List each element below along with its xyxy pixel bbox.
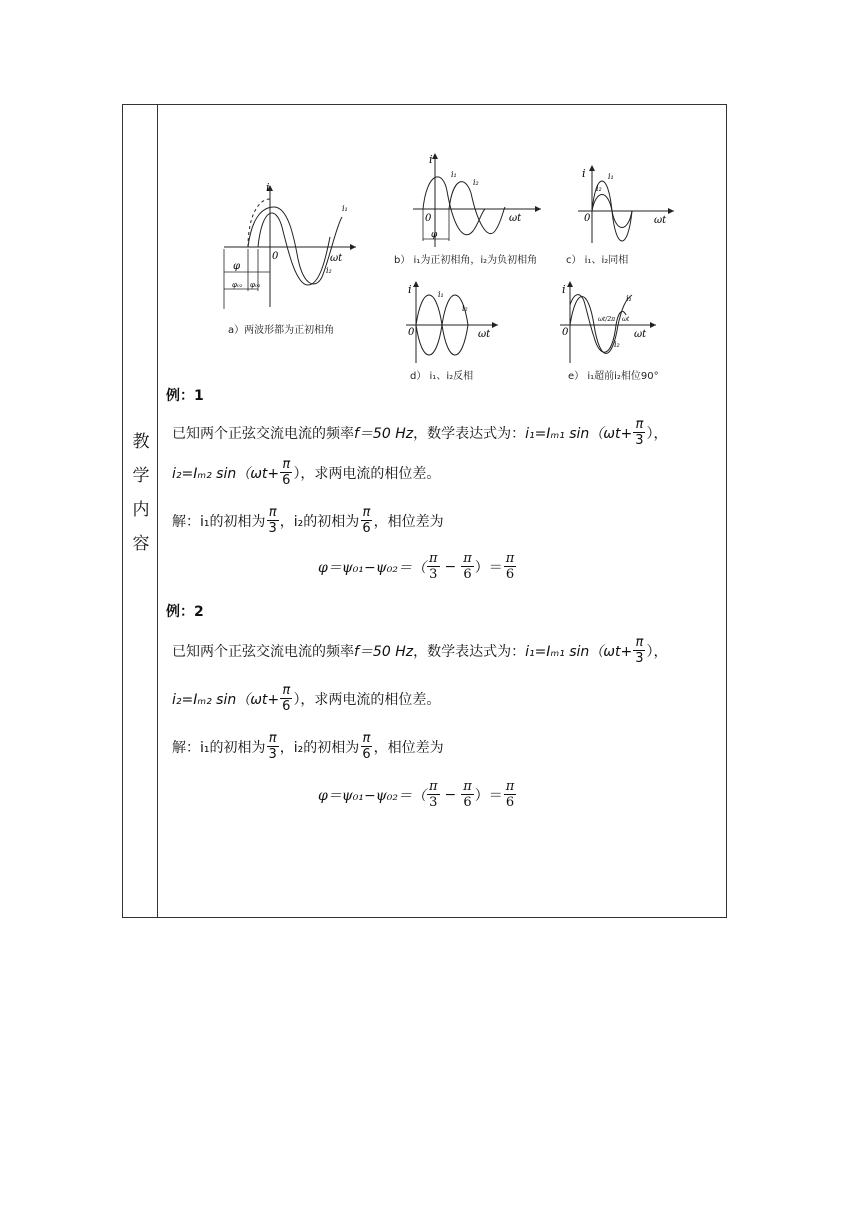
fraction-pi-3: $\frac{\pi}{3}$ xyxy=(635,417,644,448)
fraction-pi-3: $\frac{\pi}{3}$ xyxy=(428,779,438,810)
statement-mid: ，数学表达式为： xyxy=(413,425,526,442)
fraction-pi-6: $\frac{\pi}{6}$ xyxy=(463,779,472,810)
i1-label: i₁ xyxy=(438,290,444,299)
i1-label: i₁ xyxy=(451,170,457,179)
side-label xyxy=(131,425,151,561)
axis-i-label: i xyxy=(562,283,566,296)
fraction-pi-6: $\frac{\pi}{6}$ xyxy=(282,683,291,714)
i2-label: i₂ xyxy=(326,266,332,275)
annotation-label: ωt/2π xyxy=(598,316,616,323)
i2-label: i₂ xyxy=(596,184,602,193)
equation-left: φ＝ψ₀₁−ψ₀₂＝（ xyxy=(318,787,426,804)
solution-line xyxy=(172,505,444,536)
i2-close: ），求两电流的相位差。 xyxy=(293,465,441,482)
axis-i-label: i xyxy=(408,283,412,296)
annotation-label: ωt xyxy=(622,316,630,323)
origin-label: 0 xyxy=(425,213,432,224)
axis-i-label: i xyxy=(582,167,586,180)
fraction-pi-6: $\frac{\pi}{6}$ xyxy=(505,779,515,810)
solution-prefix: 解：i₁的初相为 xyxy=(172,739,266,756)
axis-wt-label: ωt xyxy=(509,213,522,224)
side-label-char: 内 xyxy=(132,500,150,520)
solution-mid: ，i₂的初相为 xyxy=(279,513,360,530)
axis-wt-label: ωt xyxy=(478,329,491,340)
fraction-pi-6: $\frac{\pi}{6}$ xyxy=(362,731,371,762)
fraction-pi-3: $\frac{\pi}{3}$ xyxy=(635,635,644,666)
figure-a xyxy=(218,177,358,317)
phase-equation xyxy=(318,779,517,810)
origin-label: 0 xyxy=(584,213,591,224)
fraction-pi-6: $\frac{\pi}{6}$ xyxy=(505,551,515,582)
solution-mid: ，i₂的初相为 xyxy=(279,739,360,756)
phi02-label: φ₀₂ xyxy=(232,281,243,289)
i1-label: i₁ xyxy=(608,172,614,181)
figure-d xyxy=(406,281,506,365)
i1-label: i₁ xyxy=(342,204,348,213)
phi01-label: φ₀₁ xyxy=(250,281,261,289)
side-label-char: 学 xyxy=(132,466,150,486)
figure-e xyxy=(560,281,660,365)
i1-expression: i₁=Iₘ₁ sin（ωt+ xyxy=(525,425,633,442)
fraction-pi-6: $\frac{\pi}{6}$ xyxy=(362,505,371,536)
fraction-pi-3: $\frac{\pi}{3}$ xyxy=(268,731,277,762)
figure-d-caption: d） i₁、i₂反相 xyxy=(410,371,474,382)
example-statement xyxy=(172,417,668,448)
fraction-pi-3: $\frac{\pi}{3}$ xyxy=(428,551,438,582)
side-label-char: 教 xyxy=(132,432,150,452)
fraction-pi-3: $\frac{\pi}{3}$ xyxy=(268,505,277,536)
side-column xyxy=(123,105,158,917)
origin-label: 0 xyxy=(272,251,279,262)
origin-label: 0 xyxy=(408,327,415,338)
figure-c xyxy=(578,165,678,245)
equation-right: ）＝ xyxy=(474,787,503,804)
equation-minus: − xyxy=(444,786,457,803)
figure-b xyxy=(413,151,553,251)
main-content xyxy=(158,105,726,917)
i2-expression: i₂=Iₘ₂ sin（ωt+ xyxy=(172,691,280,708)
i1-expression: i₁=Iₘ₁ sin（ωt+ xyxy=(525,643,633,660)
axis-wt-label: ωt xyxy=(654,215,667,226)
example-title: 例：1 xyxy=(166,388,204,404)
axis-i-label: i xyxy=(429,153,433,166)
solution-suffix: ，相位差为 xyxy=(373,739,444,756)
axis-wt-label: ωt xyxy=(634,329,647,340)
i2-label: i₂ xyxy=(614,340,620,349)
figure-a-caption: a）两波形都为正初相角 xyxy=(228,325,335,336)
phi-label: φ xyxy=(431,230,438,240)
statement-prefix: 已知两个正弦交流电流的频率 xyxy=(172,643,354,660)
equation-right: ）＝ xyxy=(474,559,503,576)
example-statement-2 xyxy=(172,457,440,488)
solution-suffix: ，相位差为 xyxy=(373,513,444,530)
frequency-value: f＝50 Hz xyxy=(354,425,414,442)
axis-wt-label: ωt xyxy=(330,253,343,264)
example-statement xyxy=(172,635,668,666)
figure-b-caption: b） i₁为正初相角，i₂为负初相角 xyxy=(394,255,538,266)
solution-prefix: 解：i₁的初相为 xyxy=(172,513,266,530)
i1-label: i₁ xyxy=(626,294,632,303)
example-title: 例：2 xyxy=(166,604,204,620)
i1-close: ）， xyxy=(646,425,668,442)
figure-c-caption: c） i₁、i₂同相 xyxy=(566,255,629,266)
origin-label: 0 xyxy=(562,327,569,338)
statement-mid: ，数学表达式为： xyxy=(413,643,526,660)
solution-line xyxy=(172,731,444,762)
equation-left: φ＝ψ₀₁−ψ₀₂＝（ xyxy=(318,559,426,576)
frequency-value: f＝50 Hz xyxy=(354,643,414,660)
equation-minus: − xyxy=(444,558,457,575)
i2-label: i₂ xyxy=(473,178,479,187)
phi-label: φ xyxy=(233,261,241,272)
figure-e-caption: e） i₁超前i₂相位90° xyxy=(568,371,659,382)
content-table xyxy=(122,104,727,918)
fraction-pi-6: $\frac{\pi}{6}$ xyxy=(282,457,291,488)
i2-expression: i₂=Iₘ₂ sin（ωt+ xyxy=(172,465,280,482)
fraction-pi-6: $\frac{\pi}{6}$ xyxy=(463,551,472,582)
i2-close: ），求两电流的相位差。 xyxy=(293,691,441,708)
side-label-char: 容 xyxy=(132,534,150,554)
example-statement-2 xyxy=(172,683,440,714)
i2-label: i₂ xyxy=(462,304,468,313)
phase-equation xyxy=(318,551,517,582)
i1-close: ）， xyxy=(646,643,668,660)
statement-prefix: 已知两个正弦交流电流的频率 xyxy=(172,425,354,442)
axis-i-label: i xyxy=(266,181,270,194)
